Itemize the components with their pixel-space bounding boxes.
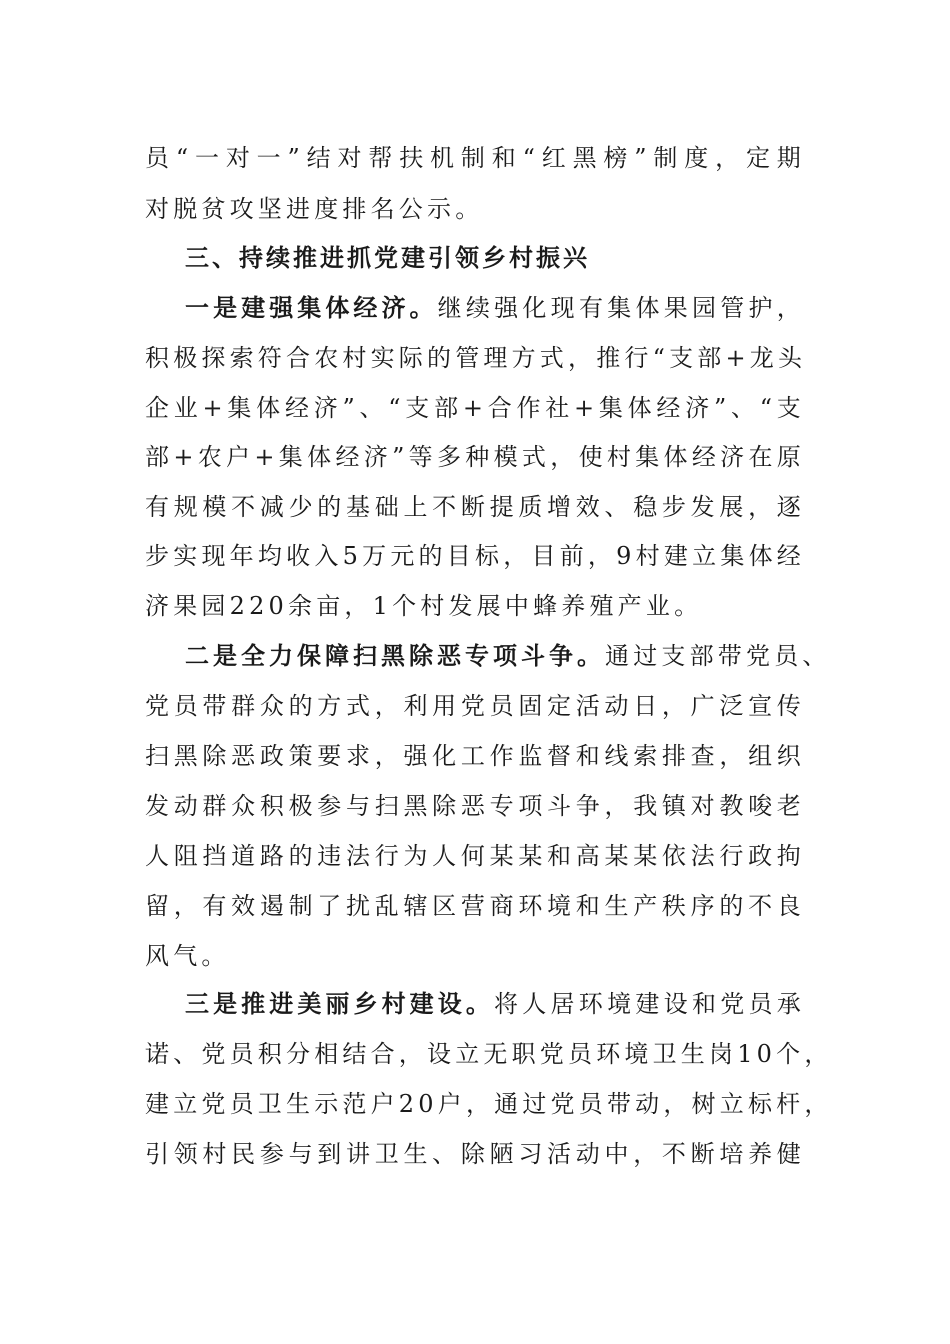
body-text-line: 部+农户+集体经济”等多种模式，使村集体经济在原 bbox=[145, 443, 805, 471]
body-text-line: 有规模不减少的基础上不断提质增效、稳步发展，逐 bbox=[145, 493, 805, 521]
body-text-line: 留，有效遏制了扰乱辖区营商环境和生产秩序的不良 bbox=[145, 892, 805, 920]
body-text-line: 扫黑除恶政策要求，强化工作监督和线索排查，组织 bbox=[145, 742, 805, 770]
body-text-line: 济果园220余亩，1个村发展中蜂养殖产业。 bbox=[145, 592, 703, 620]
paragraph-lead: 一是建强集体经济。 bbox=[185, 294, 438, 322]
body-text-line: 积极探索符合农村实际的管理方式，推行“支部+龙头 bbox=[145, 344, 807, 372]
paragraph-first-line bbox=[185, 987, 805, 1021]
body-text-line: 发动群众积极参与扫黑除恶专项斗争，我镇对教唆老 bbox=[145, 792, 805, 820]
paragraph-text: 继续强化现有集体果园管护， bbox=[437, 294, 806, 322]
body-text-line: 引领村民参与到讲卫生、除陋习活动中，不断培养健 bbox=[145, 1140, 805, 1168]
body-text-line: 对脱贫攻坚进度排名公示。 bbox=[145, 195, 484, 223]
section-heading: 三、持续推进抓党建引领乡村振兴 bbox=[185, 244, 590, 272]
body-text-line: 企业+集体经济”、“支部+合作社+集体经济”、“支 bbox=[145, 394, 805, 422]
body-text-line: 风气。 bbox=[145, 942, 230, 970]
paragraph-text: 通过支部带党员、 bbox=[605, 642, 831, 670]
body-text-line: 步实现年均收入5万元的目标，目前，9村建立集体经 bbox=[145, 542, 805, 570]
paragraph-lead: 三是推进美丽乡村建设。 bbox=[185, 990, 494, 1018]
body-text-line: 人阻挡道路的违法行为人何某某和高某某依法行政拘 bbox=[145, 842, 805, 870]
paragraph-first-line bbox=[185, 291, 805, 325]
paragraph-lead: 二是全力保障扫黑除恶专项斗争。 bbox=[185, 642, 605, 670]
paragraph-text: 将人居环境建设和党员承 bbox=[493, 990, 806, 1018]
body-text-line: 员“一对一”结对帮扶机制和“红黑榜”制度，定期 bbox=[145, 144, 805, 172]
body-text-line: 党员带群众的方式，利用党员固定活动日，广泛宣传 bbox=[145, 692, 805, 720]
paragraph-first-line bbox=[185, 639, 831, 673]
body-text-line: 诺、党员积分相结合，设立无职党员环境卫生岗10个， bbox=[145, 1040, 833, 1068]
body-text-line: 建立党员卫生示范户20户，通过党员带动，树立标杆， bbox=[145, 1090, 833, 1118]
